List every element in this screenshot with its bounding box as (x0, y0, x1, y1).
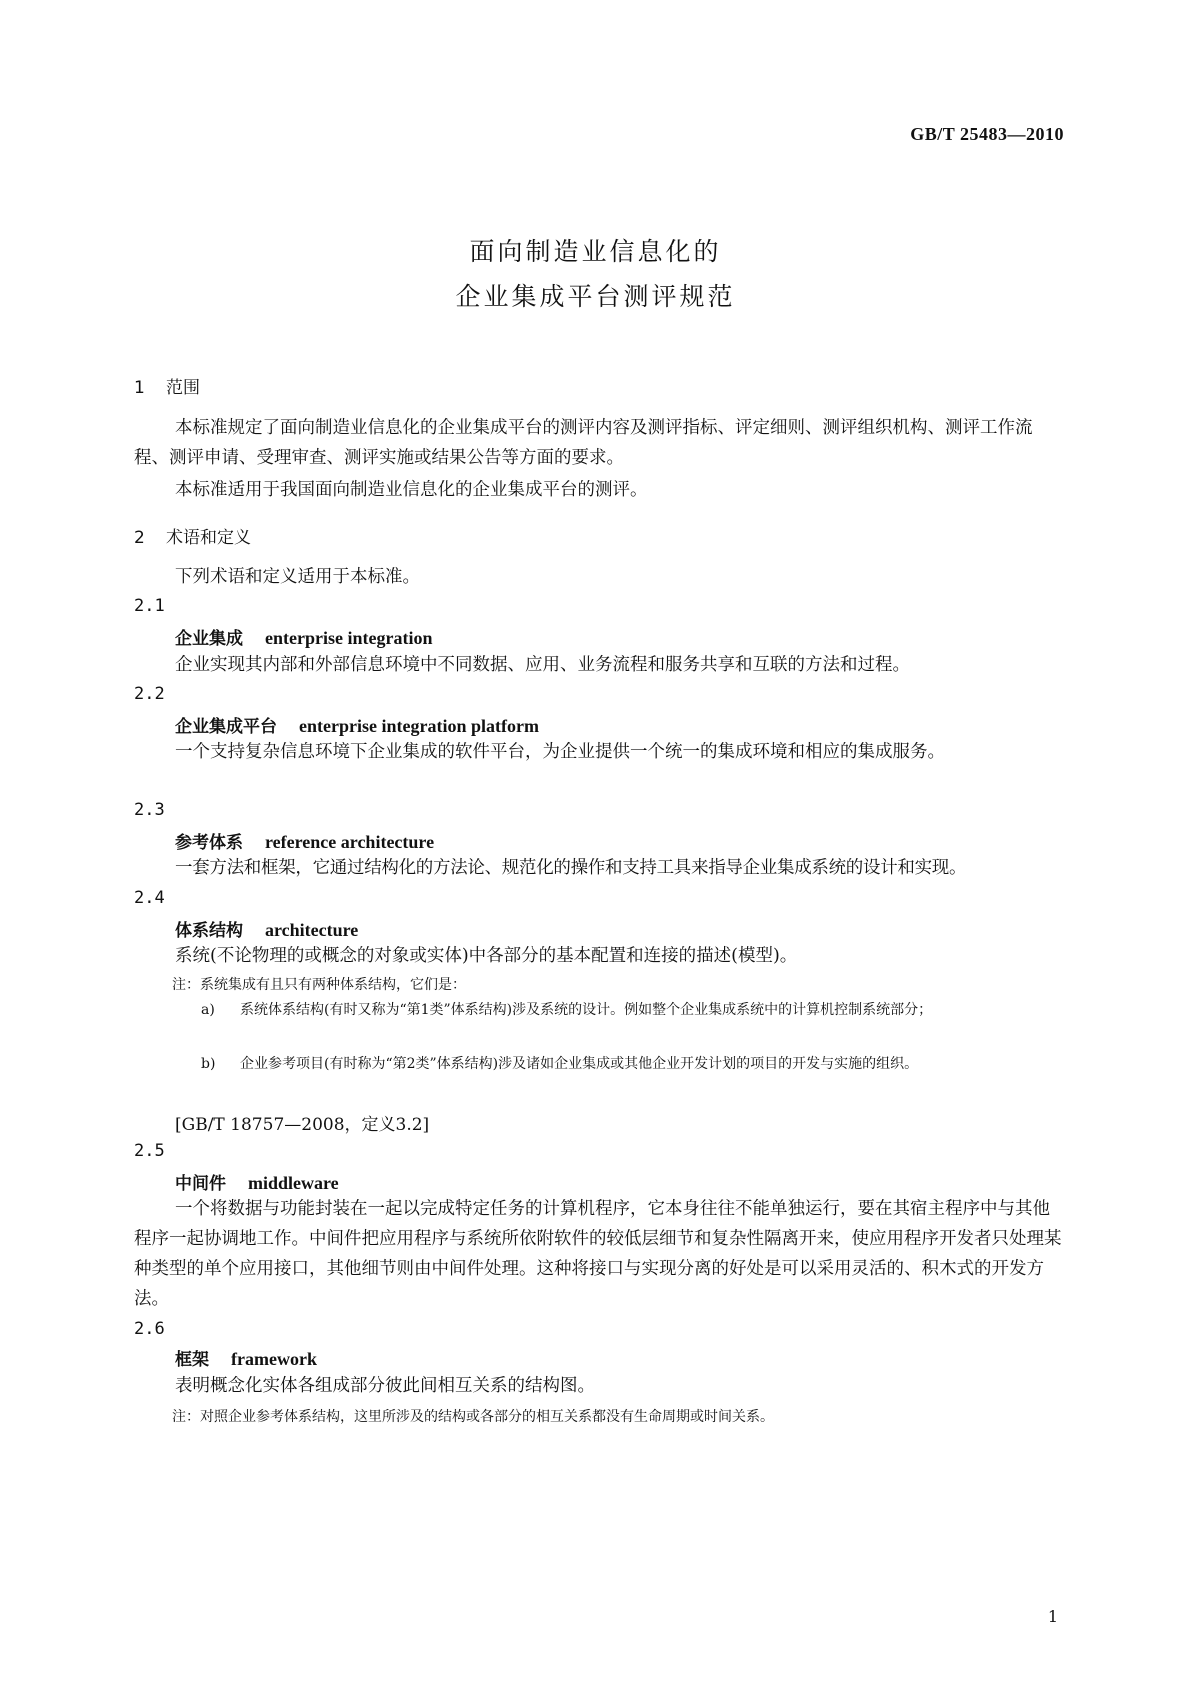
term-zh: 企业集成平台 (175, 717, 277, 737)
term-definition: 一个将数据与功能封装在一起以完成特定任务的计算机程序，它本身往往不能单独运行，要在其宿主程序中与其他程序一起协调地工作。中间件把应用程序与系统所依附软件的较低层细节和复杂性隔离开来，使应用程序开发者只处理某种类型的单个应用接口，其他细节则由中间件处理。这种将接口与实现分离的好处是可以采用灵活的、积木式的开发方法。 (134, 1199, 1062, 1309)
scope-paragraph-2: 本标准适用于我国面向制造业信息化的企业集成平台的测评。 (175, 480, 648, 500)
term-zh: 参考体系 (175, 833, 243, 853)
term-heading (175, 624, 432, 649)
term-en: enterprise integration platform (299, 716, 539, 736)
term-definition: 表明概念化实体各组成部分彼此间相互关系的结构图。 (175, 1376, 595, 1396)
term-zh: 框架 (175, 1350, 209, 1370)
list-marker: a) (201, 1002, 215, 1018)
term-number: 2.4 (134, 888, 165, 908)
term-definition: 企业实现其内部和外部信息环境中不同数据、应用、业务流程和服务共享和互联的方法和过程。 (175, 655, 910, 675)
term-number: 2.1 (134, 596, 165, 616)
section-number: 1 (134, 378, 145, 398)
page-number: 1 (1047, 1607, 1058, 1626)
term-en: enterprise integration (265, 628, 433, 648)
list-text: 企业参考项目(有时称为“第2类”体系结构)涉及诸如企业集成或其他企业开发计划的项目的开发与实施的组织。 (240, 1056, 919, 1072)
section-number: 2 (134, 528, 145, 548)
title-line-2: 企业集成平台测评规范 (455, 282, 736, 311)
term-heading (175, 712, 539, 737)
term-en: middleware (248, 1173, 339, 1193)
term-en: architecture (265, 920, 359, 940)
term-en: framework (231, 1349, 317, 1369)
term-note: 注：系统集成有且只有两种体系结构，它们是： (172, 977, 466, 993)
term-en: reference architecture (265, 832, 435, 852)
term-definition: 系统(不论物理的或概念的对象或实体)中各部分的基本配置和连接的描述(模型)。 (175, 946, 798, 966)
term-number: 2.3 (134, 800, 165, 820)
term-zh: 中间件 (175, 1174, 226, 1194)
term-definition: 一个支持复杂信息环境下企业集成的软件平台，为企业提供一个统一的集成环境和相应的集成服务。 (175, 742, 945, 762)
section-title: 术语和定义 (166, 528, 251, 548)
term-zh: 体系结构 (175, 921, 243, 941)
terms-intro: 下列术语和定义适用于本标准。 (175, 567, 420, 587)
term-zh: 企业集成 (175, 629, 243, 649)
term-note: 注：对照企业参考体系结构，这里所涉及的结构或各部分的相互关系都没有生命周期或时间关系。 (172, 1409, 774, 1425)
term-number: 2.2 (134, 684, 165, 704)
title-line-1: 面向制造业信息化的 (469, 237, 722, 266)
note-list-item (201, 1050, 1061, 1078)
term-heading (175, 1169, 339, 1194)
section-title: 范围 (166, 378, 200, 398)
term-number: 2.5 (134, 1141, 165, 1161)
scope-paragraph-1: 本标准规定了面向制造业信息化的企业集成平台的测评内容及测评指标、评定细则、测评组织机构、测评工作流程、测评申请、受理审查、测评实施或结果公告等方面的要求。 (134, 418, 1033, 468)
note-list-item (201, 996, 1061, 1024)
standard-code: GB/T 25483—2010 (910, 124, 1064, 144)
section-1-heading (134, 373, 200, 398)
list-text: 系统体系结构(有时又称为“第1类”体系结构)涉及系统的设计。例如整个企业集成系统中的计算机控制系统部分； (240, 1002, 933, 1018)
term-heading (175, 828, 434, 853)
section-2-heading (134, 523, 251, 548)
term-heading (175, 916, 358, 941)
term-number: 2.6 (134, 1319, 165, 1339)
list-marker: b) (201, 1056, 216, 1072)
term-reference: [GB/T 18757—2008，定义3.2] (175, 1115, 430, 1135)
term-heading (175, 1345, 317, 1370)
term-definition: 一套方法和框架，它通过结构化的方法论、规范化的操作和支持工具来指导企业集成系统的设计和实现。 (175, 858, 967, 878)
